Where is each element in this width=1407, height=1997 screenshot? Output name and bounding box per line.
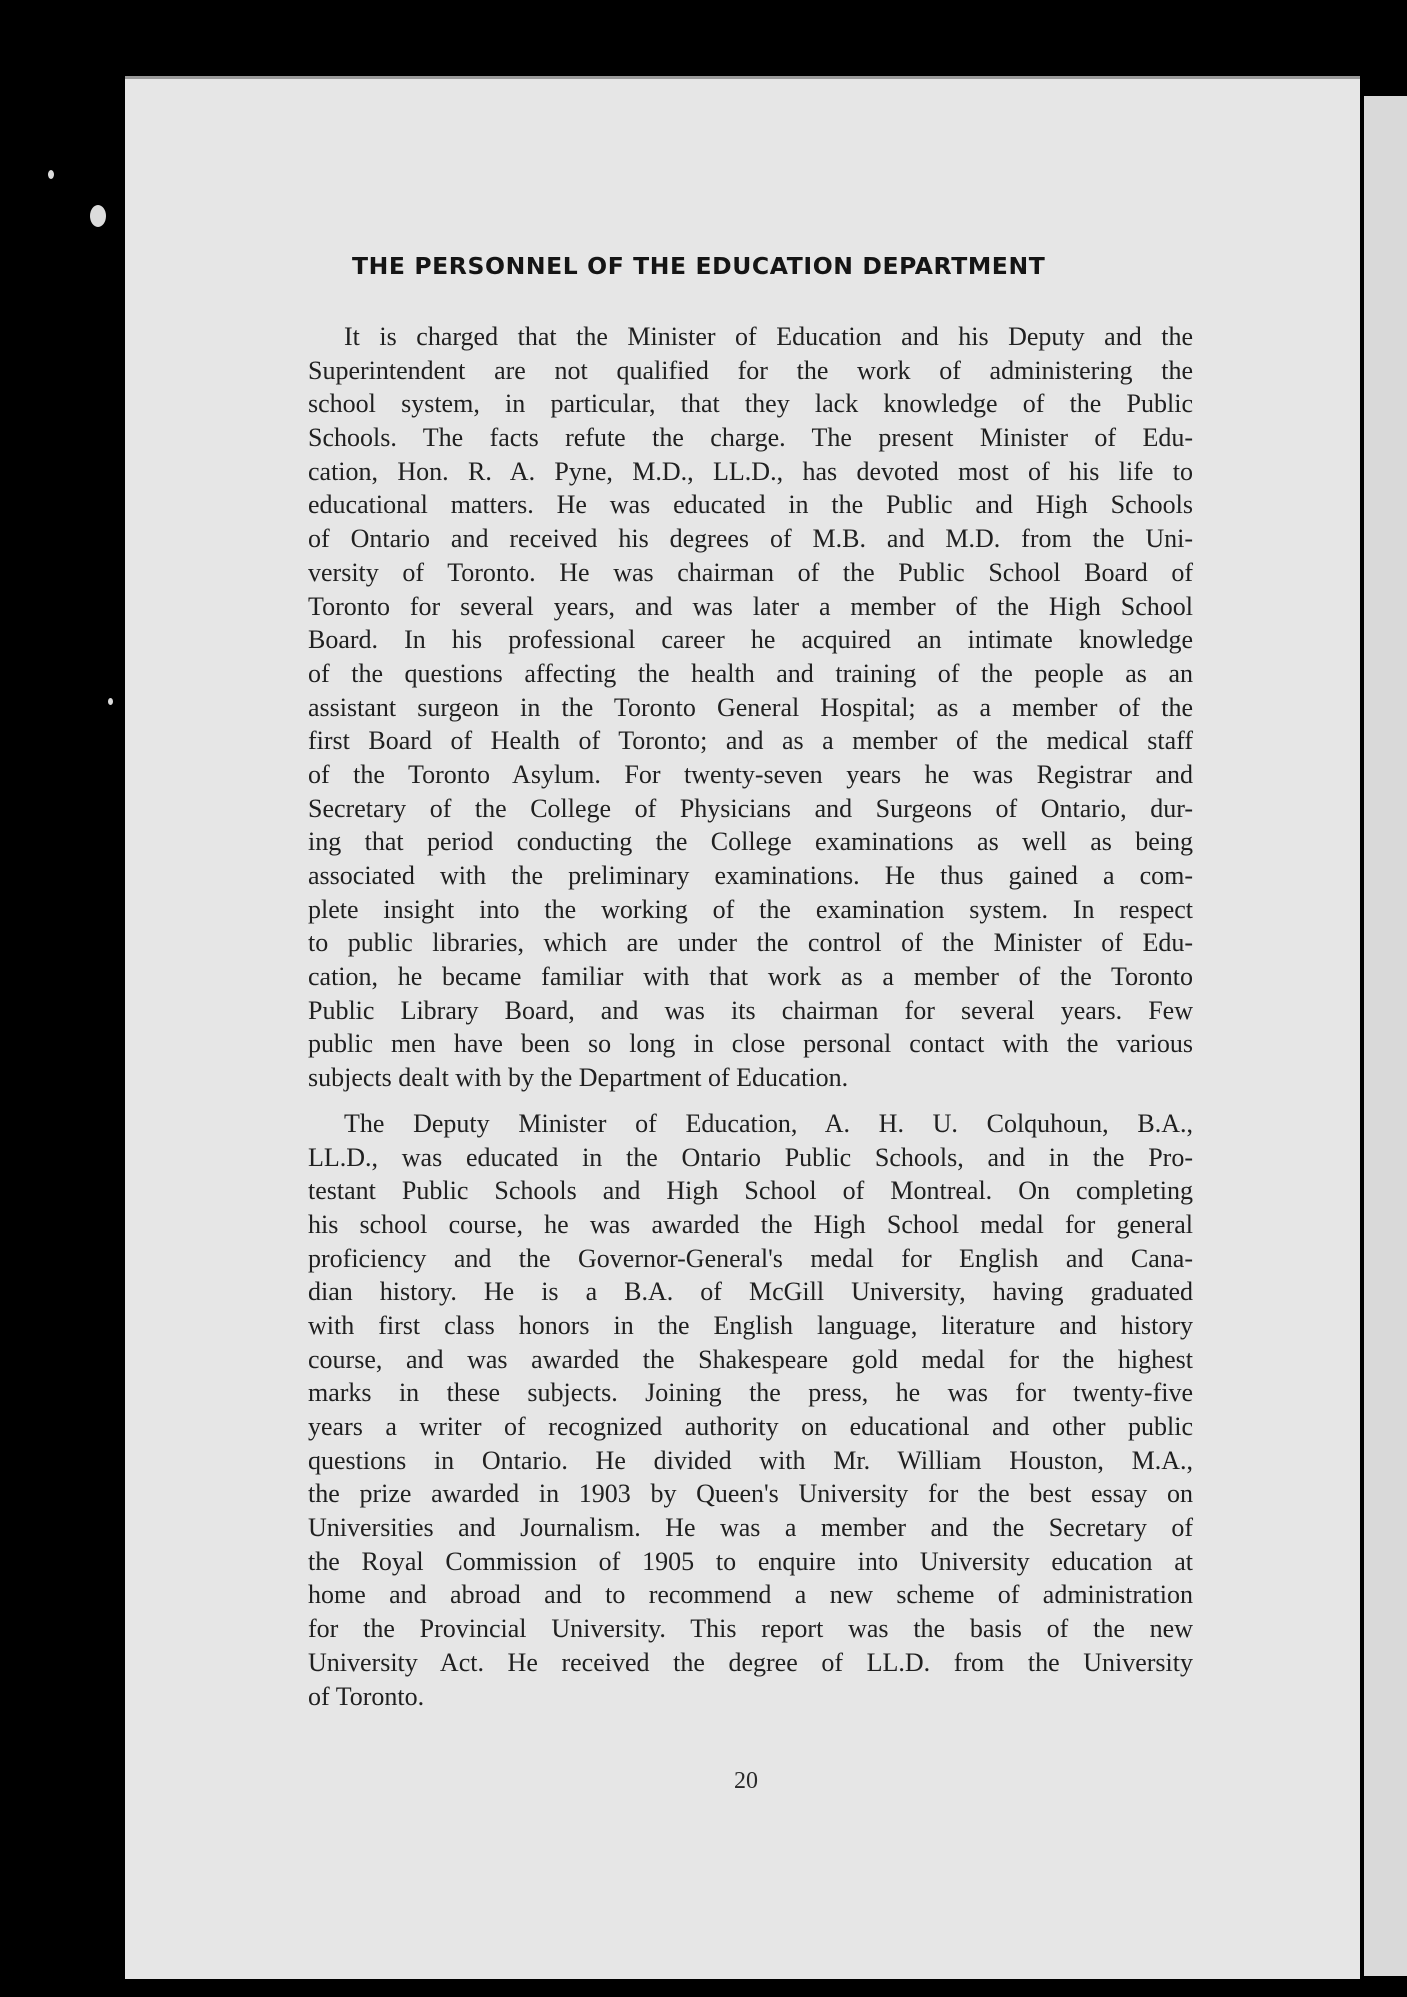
text-line: questions in Ontario. He divided with Mr. William Houston, M.A.,	[308, 1445, 1193, 1475]
paragraph-spacer	[308, 1095, 1193, 1107]
scan-artifact	[48, 170, 54, 179]
scan-artifact	[108, 698, 113, 705]
text-line: Board. In his professional career he acquired an intimate knowledge	[308, 625, 1193, 655]
text-line: Secretary of the College of Physicians and Surgeons of Ontario, dur-	[308, 793, 1193, 823]
text-line: first Board of Health of Toronto; and as a member of the medical staff	[308, 726, 1193, 756]
text-line: of Toronto.	[308, 1681, 425, 1711]
text-line: ing that period conducting the College examinations as well as being	[308, 827, 1193, 857]
text-line: home and abroad and to recommend a new scheme of administration	[308, 1580, 1193, 1610]
text-line: course, and was awarded the Shakespeare gold medal for the highest	[308, 1344, 1193, 1374]
text-line: the Royal Commission of 1905 to enquire into University education at	[308, 1546, 1193, 1576]
text-line: associated with the preliminary examinations. He thus gained a com-	[308, 861, 1193, 890]
text-line: with first class honors in the English language, literature and history	[308, 1310, 1193, 1340]
text-line: the prize awarded in 1903 by Queen's University for the best essay on	[308, 1479, 1193, 1509]
text-line: cation, Hon. R. A. Pyne, M.D., LL.D., has devoted most of his life to	[308, 456, 1193, 486]
text-line: cation, he became familiar with that work as a member of the Toronto	[308, 962, 1193, 992]
text-line: subjects dealt with by the Department of Education.	[308, 1063, 849, 1093]
text-line: dian history. He is a B.A. of McGill University, having graduated	[308, 1277, 1193, 1307]
text-line: years a writer of recognized authority on educational and other public	[308, 1412, 1193, 1441]
text-line: public men have been so long in close personal contact with the various	[308, 1029, 1193, 1059]
text-line: The Deputy Minister of Education, A. H. U. Colquhoun, B.A.,	[344, 1108, 1193, 1138]
text-line: his school course, he was awarded the High School medal for general	[308, 1209, 1193, 1239]
text-line: to public libraries, which are under the control of the Minister of Edu-	[308, 928, 1193, 958]
text-line: of the questions affecting the health and training of the people as an	[308, 658, 1193, 688]
text-line: versity of Toronto. He was chairman of the Public School Board of	[308, 557, 1193, 587]
text-line: Universities and Journalism. He was a member and the Secretary of	[308, 1513, 1193, 1543]
page-number: 20	[734, 1768, 758, 1794]
text-line: Schools. The facts refute the charge. The present Minister of Edu-	[308, 423, 1193, 453]
text-line: school system, in particular, that they lack knowledge of the Public	[308, 389, 1193, 419]
text-line: Superintendent are not qualified for the work of administering the	[308, 355, 1193, 385]
text-line: assistant surgeon in the Toronto General Hospital; as a member of the	[308, 692, 1193, 722]
text-line: for the Provincial University. This report was the basis of the new	[308, 1614, 1193, 1644]
paragraph-deputy-minister	[308, 1107, 1193, 1713]
text-line: plete insight into the working of the examination system. In respect	[308, 894, 1193, 924]
text-line: testant Public Schools and High School of Montreal. On completing	[308, 1176, 1193, 1206]
page-title: THE PERSONNEL OF THE EDUCATION DEPARTMENT	[352, 252, 1046, 280]
text-line: educational matters. He was educated in the Public and High Schools	[308, 490, 1193, 520]
adjacent-page-edge	[1364, 96, 1407, 1976]
text-line: proficiency and the Governor-General's medal for English and Cana-	[308, 1243, 1193, 1273]
scan-artifact	[90, 205, 106, 227]
text-line: LL.D., was educated in the Ontario Public Schools, and in the Pro-	[308, 1142, 1193, 1172]
text-line: of Ontario and received his degrees of M.B. and M.D. from the Uni-	[308, 524, 1193, 554]
text-line: Toronto for several years, and was later a member of the High School	[308, 591, 1193, 621]
body-text	[308, 320, 1193, 1713]
text-line: Public Library Board, and was its chairman for several years. Few	[308, 995, 1193, 1025]
text-line: marks in these subjects. Joining the press, he was for twenty-five	[308, 1378, 1193, 1408]
text-line: It is charged that the Minister of Education and his Deputy and the	[344, 322, 1193, 351]
paragraph-minister	[308, 320, 1193, 1095]
text-line: University Act. He received the degree of LL.D. from the University	[308, 1647, 1193, 1677]
text-line: of the Toronto Asylum. For twenty-seven years he was Registrar and	[308, 759, 1193, 789]
